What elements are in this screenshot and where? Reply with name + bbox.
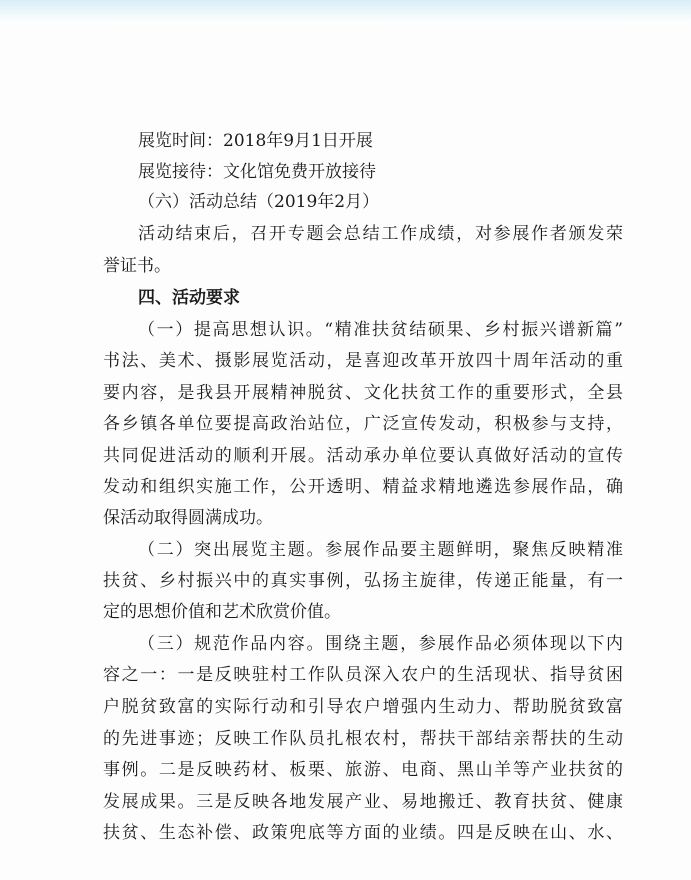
paragraph-line: （二）突出展览主题。参展作品要主题鲜明，聚焦反映精准 (138, 540, 623, 560)
section-6-heading: （六）活动总结（2019年2月） (138, 192, 380, 212)
paragraph-line: 保活动取得圆满成功。 (103, 508, 273, 528)
paragraph-line: 事例。二是反映药材、板栗、旅游、电商、黑山羊等产业扶贫的 (103, 760, 623, 780)
exhibition-time-line: 展览时间：2018年9月1日开展 (138, 131, 373, 151)
paragraph-line: 的先进事迹；反映工作队员扎根农村，帮扶干部结亲帮扶的生动 (103, 729, 623, 749)
paragraph-line: 定的思想价值和艺术欣赏价值。 (103, 602, 341, 622)
paragraph-line: 活动结束后，召开专题会总结工作成绩，对参展作者颁发荣 (138, 224, 623, 244)
paragraph-line: 户脱贫致富的实际行动和引导农户增强内生动力、帮助脱贫致富 (103, 697, 623, 717)
scan-edge-tint (0, 0, 691, 22)
paragraph-line: 发动和组织实施工作，公开透明、精益求精地遴选参展作品，确 (103, 477, 623, 497)
paragraph-line: 要内容，是我县开展精神脱贫、文化扶贫工作的重要形式，全县 (103, 383, 623, 403)
paragraph-line: 各乡镇各单位要提高政治站位，广泛宣传发动，积极参与支持， (103, 414, 623, 434)
paragraph-line: （三）规范作品内容。围绕主题，参展作品必须体现以下内 (138, 634, 623, 654)
section-4-heading: 四、活动要求 (138, 288, 240, 308)
paragraph-line: 发展成果。三是反映各地发展产业、易地搬迁、教育扶贫、健康 (103, 792, 623, 812)
paragraph-line: 书法、美术、摄影展览活动，是喜迎改革开放四十周年活动的重 (103, 351, 623, 371)
paragraph-line: 容之一：一是反映驻村工作队员深入农户的生活现状、指导贫困 (103, 665, 623, 685)
exhibition-reception-line: 展览接待：文化馆免费开放接待 (138, 162, 376, 182)
paragraph-line: 共同促进活动的顺利开展。活动承办单位要认真做好活动的宣传 (103, 446, 623, 466)
paragraph-line: 扶贫、乡村振兴中的真实事例，弘扬主旋律，传递正能量，有一 (103, 571, 623, 591)
paragraph-line: 誉证书。 (103, 256, 171, 276)
paragraph-line: （一）提高思想认识。“精准扶贫结硕果、乡村振兴谱新篇” (138, 320, 623, 340)
paragraph-line: 扶贫、生态补偿、政策兜底等方面的业绩。四是反映在山、水、 (103, 823, 623, 843)
